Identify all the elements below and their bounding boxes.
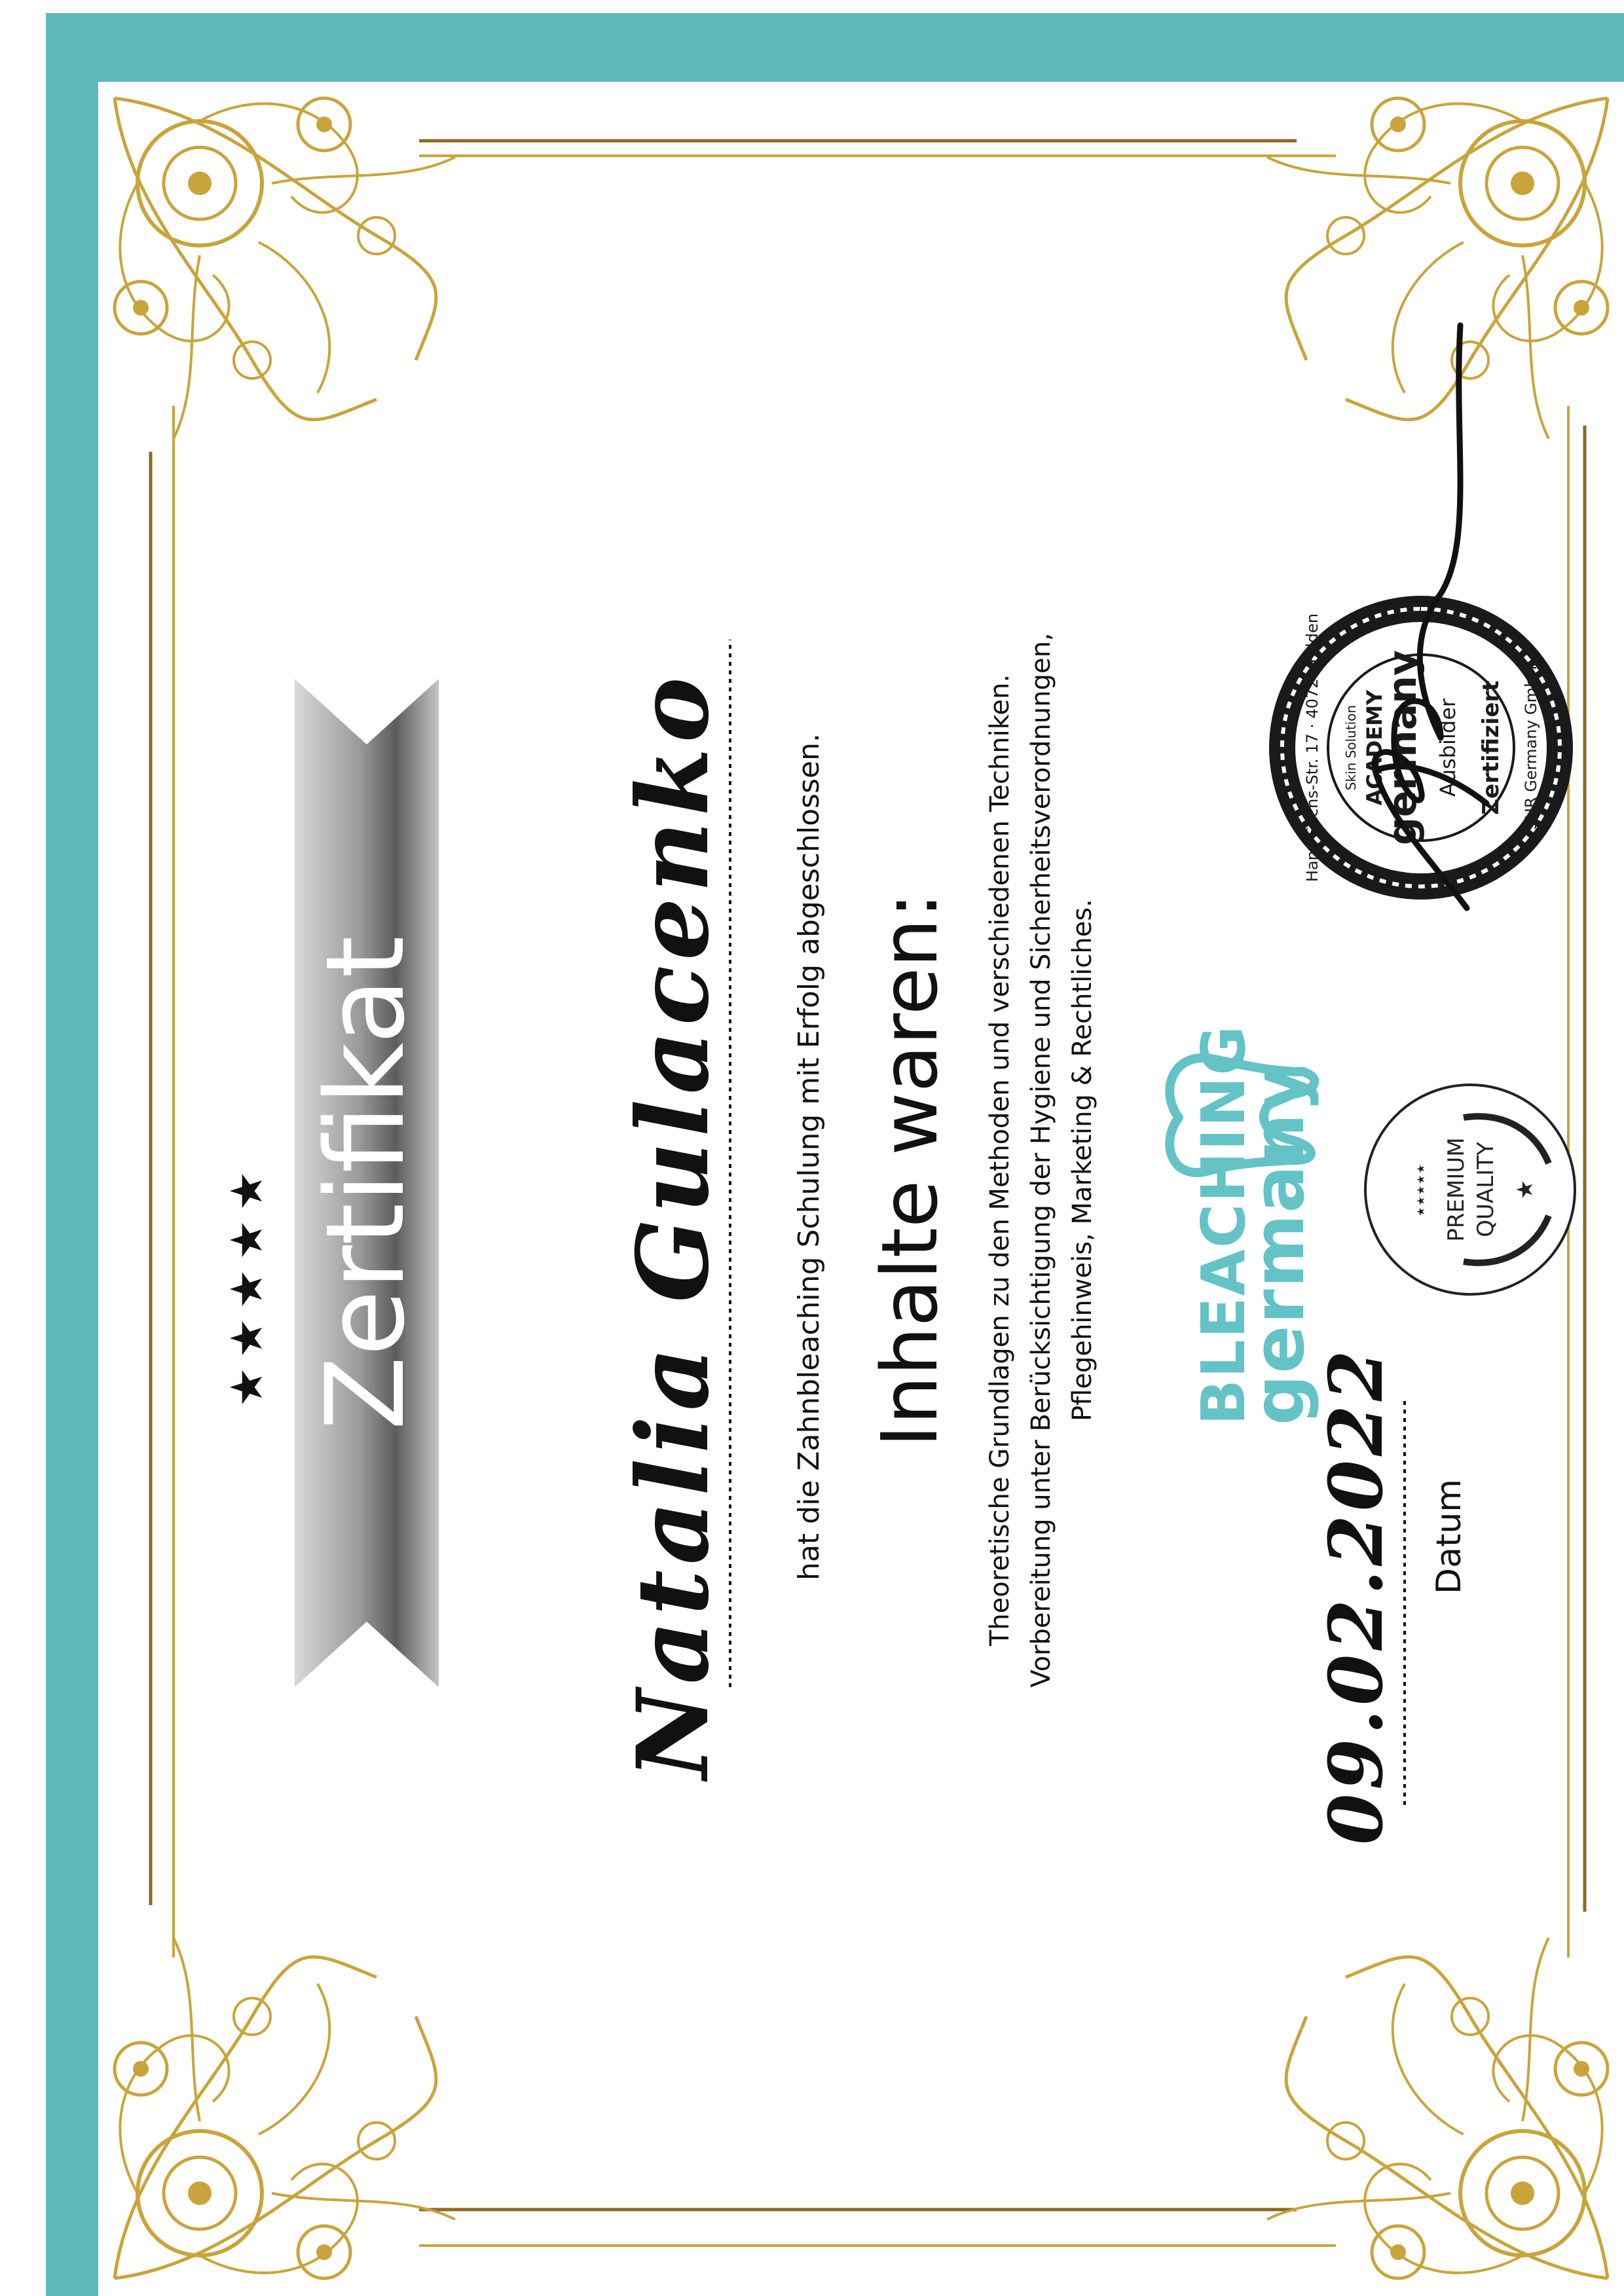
date-label: Datum xyxy=(1430,1479,1469,1594)
stamp-germany-text: germany xyxy=(1380,649,1426,846)
badge-line1: PREMIUM xyxy=(1443,1137,1469,1242)
brand-line2: germany xyxy=(1238,1065,1320,1425)
badge-stars: ★★★★★ xyxy=(1414,1163,1427,1216)
stamp-role-text: Ausbilder xyxy=(1435,698,1460,797)
title-stars: ★★★★★ xyxy=(221,1161,273,1408)
certificate-title: Zertifikat xyxy=(303,936,428,1430)
brand-line1: BLEACHING xyxy=(1189,1024,1259,1425)
premium-quality-badge xyxy=(1365,1085,1575,1294)
brand-logo xyxy=(1170,1025,1320,1425)
stamp-certified-text: Zertifiziert xyxy=(1478,680,1504,815)
stamp-bottom-text: SHR Germany GmbH xyxy=(1522,665,1540,830)
stamp-academy-text: ACADEMY xyxy=(1362,689,1387,806)
completion-text: hat die Zahnbleaching Schulung mit Erfolg abgeschlossen. xyxy=(792,733,826,1580)
date-value: 09.02.2022 xyxy=(1314,1346,1399,1845)
badge-line2: QUALITY xyxy=(1473,1142,1499,1237)
contents-heading: Inhalte waren: xyxy=(864,892,955,1448)
contents-line: Theoretische Grundlagen zu den Methoden und verschiedenen Techniken. xyxy=(985,674,1015,1647)
recipient-name: Natalia Gulacenko xyxy=(616,672,731,1779)
stamp-top-text: Hans-Sachs-Str. 17 · 40721 Hilden xyxy=(1303,613,1321,883)
contents-line: Vorbereitung unter Berücksichtigung der Hygiene und Sicherheitsverordnungen, xyxy=(1026,632,1056,1688)
stamp-skin-text: Skin Solution xyxy=(1343,704,1359,791)
badge-star-icon: ★ xyxy=(1512,1179,1538,1200)
contents-line: Pflegehinweis, Marketing & Rechtliches. xyxy=(1067,899,1098,1421)
